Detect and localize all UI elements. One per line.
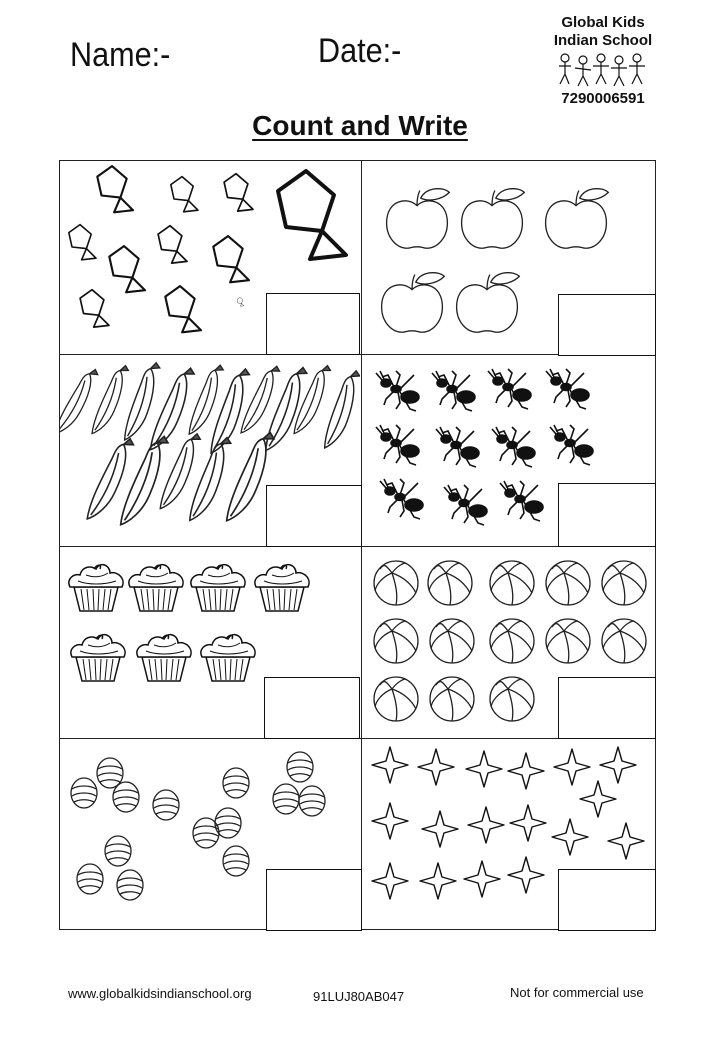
date-label: Date:-	[318, 32, 402, 70]
star-icon	[420, 863, 456, 899]
beach-ball-icon	[430, 677, 474, 721]
cupcake-icon	[69, 565, 123, 611]
beach-ball-icon	[428, 561, 472, 605]
kite-icon	[109, 246, 145, 292]
kite-icon	[69, 225, 96, 260]
count-cell-stars	[362, 739, 662, 931]
ant-icon	[436, 427, 479, 467]
school-name	[548, 14, 658, 50]
ant-icon	[492, 427, 535, 467]
kite-icon	[165, 286, 201, 332]
marble-icon	[223, 846, 249, 876]
beach-ball-icon	[374, 619, 418, 663]
school-phone: 7290006591	[561, 90, 645, 107]
beach-ball-icon	[430, 619, 474, 663]
star-icon	[510, 805, 546, 841]
okra-icon	[189, 433, 232, 525]
ant-icon	[376, 425, 419, 465]
apple-icon	[546, 189, 609, 249]
answer-box[interactable]	[266, 293, 360, 355]
worksheet-title-text: Count and Write	[252, 110, 468, 141]
marble-icon	[71, 778, 97, 808]
star-icon	[508, 753, 544, 789]
count-cell-okra	[60, 355, 360, 547]
cupcake-icon	[201, 635, 255, 681]
star-icon	[466, 751, 502, 787]
beach-ball-icon	[602, 561, 646, 605]
answer-box[interactable]	[558, 677, 656, 739]
star-icon	[580, 781, 616, 817]
count-cell-balls	[362, 547, 662, 739]
apple-icon	[382, 273, 445, 333]
count-cell-apples	[362, 161, 662, 353]
apple-icon	[462, 189, 525, 249]
beach-ball-icon	[490, 619, 534, 663]
marble-icon	[287, 752, 313, 782]
ant-icon	[444, 485, 487, 525]
okra-icon	[150, 363, 195, 455]
ant-icon	[432, 371, 475, 411]
ant-icon	[380, 479, 423, 519]
count-cell-marbles	[60, 739, 360, 931]
star-icon	[464, 861, 500, 897]
count-cell-ants	[362, 355, 662, 547]
marble-icon	[77, 864, 103, 894]
marble-icon	[223, 768, 249, 798]
marble-icon	[299, 786, 325, 816]
cupcake-icon	[137, 635, 191, 681]
answer-box[interactable]	[558, 294, 656, 356]
school-name-line1: Global Kids	[561, 14, 645, 31]
kite-icon	[237, 297, 244, 306]
beach-ball-icon	[546, 619, 590, 663]
answer-box[interactable]	[264, 677, 360, 739]
beach-ball-icon	[546, 561, 590, 605]
footer-note: Not for commercial use	[510, 985, 644, 1000]
marble-icon	[105, 836, 131, 866]
footer-website-link[interactable]: www.globalkidsindianschool.org	[68, 986, 252, 1001]
marble-icon	[117, 870, 143, 900]
ant-icon	[546, 369, 589, 409]
apple-icon	[387, 189, 450, 249]
beach-ball-icon	[602, 619, 646, 663]
beach-ball-icon	[490, 561, 534, 605]
beach-ball-icon	[374, 561, 418, 605]
okra-icon	[87, 433, 135, 525]
kite-icon	[171, 177, 198, 212]
cupcake-icon	[129, 565, 183, 611]
star-icon	[552, 819, 588, 855]
ant-icon	[488, 369, 531, 409]
kite-icon	[80, 290, 109, 327]
footer-code: 91LUJ80AB047	[313, 989, 405, 1004]
marble-icon	[215, 808, 241, 838]
kite-icon	[224, 174, 253, 211]
beach-ball-icon	[490, 677, 534, 721]
answer-box[interactable]	[558, 869, 656, 931]
answer-box[interactable]	[558, 483, 656, 547]
apple-icon	[457, 273, 520, 333]
star-icon	[372, 863, 408, 899]
kite-icon	[97, 166, 133, 212]
okra-icon	[120, 431, 169, 531]
star-icon	[422, 811, 458, 847]
marble-icon	[113, 782, 139, 812]
worksheet-title	[0, 110, 720, 142]
ant-icon	[500, 481, 543, 521]
school-name-line2: Indian School	[553, 32, 653, 49]
marble-icon	[153, 790, 179, 820]
kite-icon	[278, 171, 346, 259]
okra-icon	[324, 368, 360, 452]
children-logo-icon	[555, 52, 650, 88]
star-icon	[372, 803, 408, 839]
kite-icon	[213, 236, 249, 282]
cupcake-icon	[191, 565, 245, 611]
star-icon	[600, 747, 636, 783]
count-cell-cupcakes	[60, 547, 360, 739]
kite-icon	[158, 226, 187, 263]
cupcake-icon	[71, 635, 125, 681]
star-icon	[468, 807, 504, 843]
name-label: Name:-	[70, 36, 171, 74]
beach-ball-icon	[374, 677, 418, 721]
star-icon	[372, 747, 408, 783]
answer-box[interactable]	[266, 869, 362, 931]
worksheet-grid	[59, 160, 656, 930]
star-icon	[554, 749, 590, 785]
star-icon	[508, 857, 544, 893]
marble-icon	[273, 784, 299, 814]
ant-icon	[376, 371, 419, 411]
cupcake-icon	[255, 565, 309, 611]
star-icon	[418, 749, 454, 785]
star-icon	[608, 823, 644, 859]
ant-icon	[550, 425, 593, 465]
count-cell-kites	[60, 161, 360, 353]
answer-box[interactable]	[266, 485, 362, 547]
